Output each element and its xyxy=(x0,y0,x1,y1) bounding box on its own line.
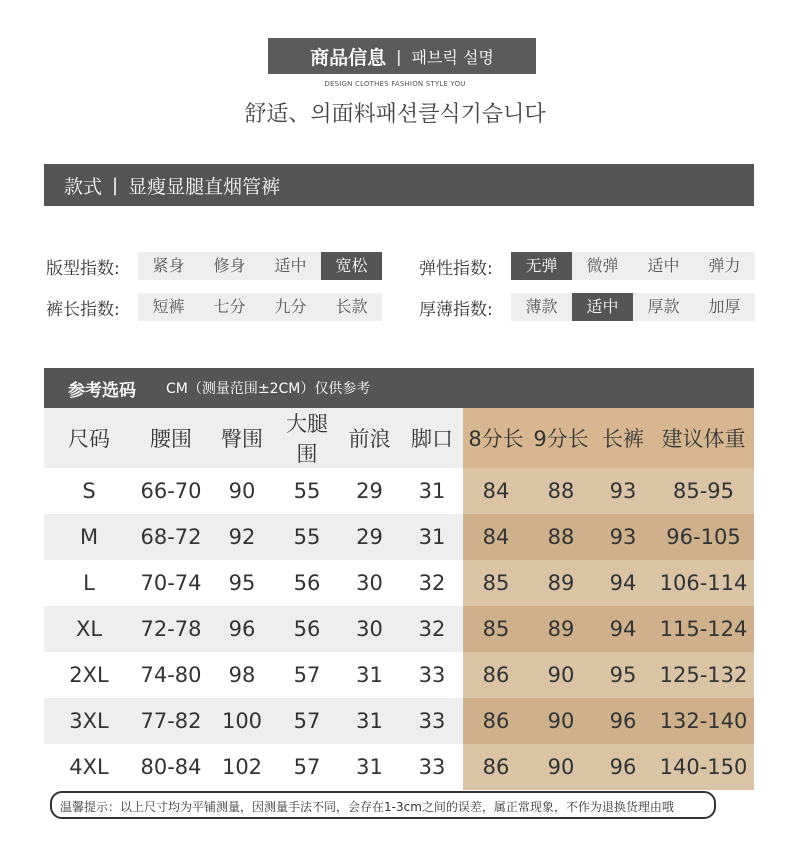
column-header: 建议体重 xyxy=(653,408,754,468)
table-cell: 132-140 xyxy=(653,698,754,744)
table-cell: 94 xyxy=(593,606,653,652)
table-row xyxy=(44,468,754,514)
table-cell: 55 xyxy=(276,514,338,560)
table-cell: 31 xyxy=(401,468,463,514)
table-cell: 32 xyxy=(401,606,463,652)
index-option-selected: 无弹 xyxy=(511,252,572,280)
index-row-elasticity xyxy=(419,252,755,280)
table-cell: 56 xyxy=(276,606,338,652)
index-option: 紧身 xyxy=(152,256,185,275)
size-reference-bar xyxy=(44,368,754,408)
index-label: 弹性指数: xyxy=(419,258,493,279)
index-option: 微弹 xyxy=(586,256,619,275)
table-cell: M xyxy=(44,514,134,560)
table-cell: 66-70 xyxy=(134,468,208,514)
size-table xyxy=(44,408,754,790)
index-option: 加厚 xyxy=(708,297,741,316)
index-row-thickness xyxy=(419,293,755,321)
table-cell: 92 xyxy=(208,514,276,560)
table-cell: 96 xyxy=(208,606,276,652)
table-cell: 29 xyxy=(338,514,401,560)
table-cell: 106-114 xyxy=(653,560,754,606)
column-header: 脚口 xyxy=(401,408,463,468)
size-reference-note: CM（测量范围±2CM）仅供参考 xyxy=(166,381,371,397)
title-separator: | xyxy=(396,46,402,66)
column-header: 前浪 xyxy=(338,408,401,468)
table-cell: 77-82 xyxy=(134,698,208,744)
table-cell: 96-105 xyxy=(653,514,754,560)
index-row-length xyxy=(46,293,382,321)
table-row xyxy=(44,652,754,698)
table-cell: 98 xyxy=(208,652,276,698)
table-cell: 90 xyxy=(529,744,593,790)
index-options xyxy=(138,252,382,280)
table-cell: 70-74 xyxy=(134,560,208,606)
table-cell: 29 xyxy=(338,468,401,514)
table-cell: 85-95 xyxy=(653,468,754,514)
product-info-title xyxy=(268,38,536,74)
table-cell: 88 xyxy=(529,468,593,514)
table-cell: 33 xyxy=(401,744,463,790)
table-cell: 86 xyxy=(463,652,529,698)
title-main: 商品信息 xyxy=(310,46,387,69)
table-cell: 89 xyxy=(529,560,593,606)
table-cell: L xyxy=(44,560,134,606)
table-row xyxy=(44,514,754,560)
index-option: 适中 xyxy=(274,256,307,275)
table-cell: 90 xyxy=(208,468,276,514)
table-cell: 56 xyxy=(276,560,338,606)
table-row xyxy=(44,606,754,652)
table-cell: 93 xyxy=(593,468,653,514)
index-label: 厚薄指数: xyxy=(419,299,493,320)
table-row xyxy=(44,698,754,744)
table-row xyxy=(44,560,754,606)
index-option: 短裤 xyxy=(152,297,185,316)
table-cell: 95 xyxy=(208,560,276,606)
table-cell: 57 xyxy=(276,652,338,698)
column-header: 长裤 xyxy=(593,408,653,468)
table-cell: 3XL xyxy=(44,698,134,744)
table-cell: 88 xyxy=(529,514,593,560)
table-cell: 95 xyxy=(593,652,653,698)
table-cell: 4XL xyxy=(44,744,134,790)
column-header: 8分长 xyxy=(463,408,529,468)
table-cell: 84 xyxy=(463,468,529,514)
column-header: 臀围 xyxy=(208,408,276,468)
table-cell: 85 xyxy=(463,606,529,652)
table-cell: 57 xyxy=(276,744,338,790)
table-cell: 32 xyxy=(401,560,463,606)
table-cell: 96 xyxy=(593,698,653,744)
index-option: 长款 xyxy=(335,297,368,316)
table-cell: 140-150 xyxy=(653,744,754,790)
table-cell: XL xyxy=(44,606,134,652)
index-row-fit xyxy=(46,252,382,280)
product-description: 舒适、의面料패션클식기습니다 xyxy=(244,102,546,127)
index-option-selected: 宽松 xyxy=(321,252,382,280)
index-options xyxy=(511,252,755,280)
column-header: 9分长 xyxy=(529,408,593,468)
table-cell: 2XL xyxy=(44,652,134,698)
title-sub: 패브릭 설명 xyxy=(411,47,494,67)
column-header: 腰围 xyxy=(134,408,208,468)
table-cell: 57 xyxy=(276,698,338,744)
table-row xyxy=(44,744,754,790)
table-cell: 89 xyxy=(529,606,593,652)
style-divider: | xyxy=(112,174,119,196)
table-cell: 74-80 xyxy=(134,652,208,698)
table-cell: 125-132 xyxy=(653,652,754,698)
subtitle-english: DESIGN CLOTHES FASHION STYLE YOU xyxy=(324,80,466,88)
index-option: 厚款 xyxy=(647,297,680,316)
index-option: 九分 xyxy=(274,297,307,316)
index-option: 修身 xyxy=(213,256,246,275)
table-cell: 30 xyxy=(338,560,401,606)
table-cell: 72-78 xyxy=(134,606,208,652)
style-bar xyxy=(44,164,754,206)
index-option: 七分 xyxy=(213,297,246,316)
index-options xyxy=(138,293,382,321)
table-cell: 80-84 xyxy=(134,744,208,790)
table-cell: 31 xyxy=(338,652,401,698)
table-cell: 86 xyxy=(463,698,529,744)
style-value: 显瘦显腿直烟管裤 xyxy=(128,175,281,198)
table-cell: 30 xyxy=(338,606,401,652)
column-header: 大腿围 xyxy=(276,408,338,468)
index-option: 弹力 xyxy=(708,256,741,275)
index-label: 版型指数: xyxy=(46,258,120,279)
table-cell: 86 xyxy=(463,744,529,790)
table-cell: S xyxy=(44,468,134,514)
table-cell: 84 xyxy=(463,514,529,560)
index-option: 适中 xyxy=(647,256,680,275)
index-option: 薄款 xyxy=(525,297,558,316)
reminder-note: 温馨提示：以上尺寸均为平铺测量，因测量手法不同，会存在1-3cm之间的误差，属正常现象，不作为退换货理由哦 xyxy=(50,791,716,819)
table-cell: 90 xyxy=(529,698,593,744)
table-cell: 33 xyxy=(401,652,463,698)
index-label: 裤长指数: xyxy=(46,299,120,320)
table-cell: 31 xyxy=(338,744,401,790)
table-cell: 31 xyxy=(401,514,463,560)
index-options xyxy=(511,293,755,321)
table-cell: 100 xyxy=(208,698,276,744)
table-cell: 31 xyxy=(338,698,401,744)
style-label: 款式 xyxy=(64,175,103,198)
table-header-row xyxy=(44,408,754,468)
table-cell: 55 xyxy=(276,468,338,514)
table-cell: 85 xyxy=(463,560,529,606)
table-cell: 115-124 xyxy=(653,606,754,652)
table-cell: 33 xyxy=(401,698,463,744)
table-cell: 93 xyxy=(593,514,653,560)
size-reference-title: 参考选码 xyxy=(68,380,136,401)
table-cell: 94 xyxy=(593,560,653,606)
table-cell: 68-72 xyxy=(134,514,208,560)
table-cell: 90 xyxy=(529,652,593,698)
table-cell: 96 xyxy=(593,744,653,790)
table-cell: 102 xyxy=(208,744,276,790)
column-header: 尺码 xyxy=(44,408,134,468)
index-option-selected: 适中 xyxy=(572,293,633,321)
